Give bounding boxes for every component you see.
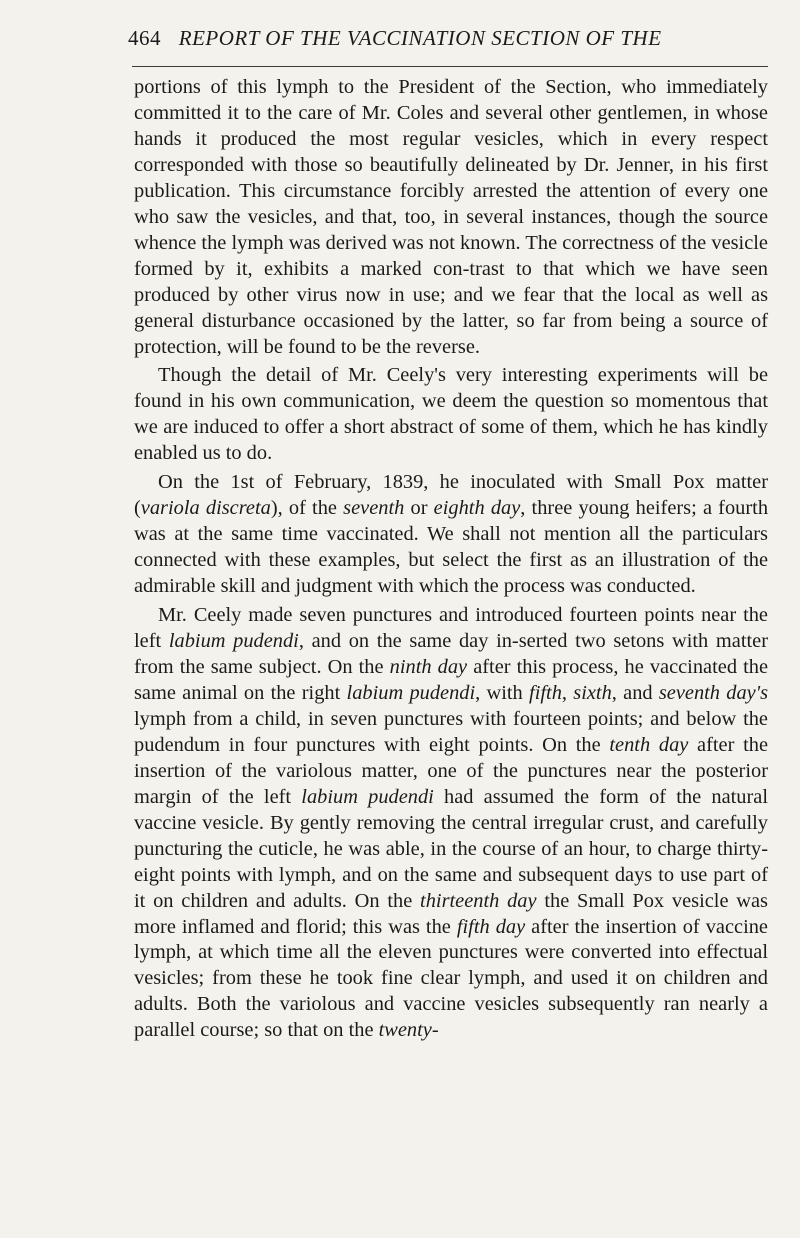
- text-run: Mr. Ceely made seven punctures and introduced fourteen points near the left: [134, 604, 768, 653]
- text-run: ,: [561, 681, 574, 704]
- italic-term: thirteenth day: [420, 889, 537, 912]
- text-run: , three young heifers; a fourth was at the same time vaccinated. We shall not mention all the particulars connected with these examples, but select the first as an illustration of the admirable skill and judgment with which the process was conducted.: [134, 497, 769, 598]
- italic-term: seventh: [343, 497, 405, 520]
- paragraph-4: [134, 603, 768, 1044]
- text-run: after this process, he vaccinated the same animal on the right: [134, 655, 769, 704]
- text-run: or: [404, 497, 434, 520]
- italic-term: sixth: [573, 681, 612, 704]
- page-number: 464: [128, 26, 161, 50]
- italic-term: labium pudendi: [168, 630, 299, 653]
- italic-term: seventh day's: [658, 681, 769, 704]
- text-run: had assumed the form of the natural vaccine vesicle. By gently removing the central irregular crust, and carefully puncturing the cuticle, he was able, in the course of an hour, to charge thirty-eight points with lymph, and on the same and subsequent days to use part of it on children and adults. On the: [134, 785, 768, 912]
- text-run: , and: [611, 681, 659, 704]
- paragraph-2: [134, 363, 768, 467]
- italic-term: fifth day: [456, 915, 526, 938]
- italic-term: twenty-: [378, 1019, 439, 1042]
- italic-term: labium pudendi: [301, 785, 434, 808]
- italic-term: labium pudendi: [346, 681, 476, 704]
- text-run: , with: [475, 681, 530, 704]
- body-text: [134, 75, 768, 1047]
- italic-term: ninth day: [389, 655, 468, 678]
- paragraph-1: [134, 75, 768, 360]
- text-run: , and on the same day in-serted two setons with matter from the same subject. On the: [134, 630, 768, 678]
- running-header: [128, 26, 768, 54]
- text-run: On the 1st of February, 1839, he inoculated with Small Pox matter (: [134, 471, 768, 520]
- text-run: after the insertion of vaccine lymph, at which time all the eleven punctures were converted into effectual vesicles; from these he took fine clear lymph, and used it on children and adults. Both the variolous and vaccine vesicles subsequently ran nearly a parallel course; so that on the: [134, 915, 768, 1042]
- text-run: the Small Pox vesicle was more inflamed and florid; this was the: [134, 889, 768, 938]
- running-title: REPORT OF THE VACCINATION SECTION OF THE: [178, 26, 662, 50]
- italic-term: fifth: [529, 681, 562, 704]
- text-run: ), of the: [270, 497, 344, 520]
- header-rule: [132, 66, 768, 67]
- text-run: portions of this lymph to the President of the Section, who immediately committed it to the care of Mr. Coles and several other gentlemen, in whose hands it produced the most regular vesicles, which in every respect corresponded with those so beautifully delineated by Dr. Jenner, in his first publication. This circumstance forcibly arrested the attention of every one who saw the vesicles, and that, too, in several instances, though the source whence the lymph was derived was not known. The correctness of the vesicle formed by it, exhibits a marked con-trast to that which we have seen produced by other virus now in use; and we fear that the local as well as general disturbance occasioned by the latter, so far from being a source of protection, will be found to be the reverse.: [134, 76, 768, 358]
- italic-term: tenth day: [609, 733, 689, 756]
- text-run: lymph from a child, in seven punctures with fourteen points; and below the pudendum in four punctures with eight points. On the: [134, 707, 768, 756]
- italic-term: variola discreta: [140, 497, 271, 520]
- text-run: Though the detail of Mr. Ceely's very interesting experiments will be found in his own communication, we deem the question so momentous that we are induced to offer a short abstract of some of them, which he has kindly enabled us to do.: [134, 364, 768, 465]
- italic-term: eighth day: [433, 497, 521, 520]
- text-run: after the insertion of the variolous matter, one of the punctures near the posterior margin of the left: [134, 733, 769, 808]
- paragraph-3: [134, 470, 768, 600]
